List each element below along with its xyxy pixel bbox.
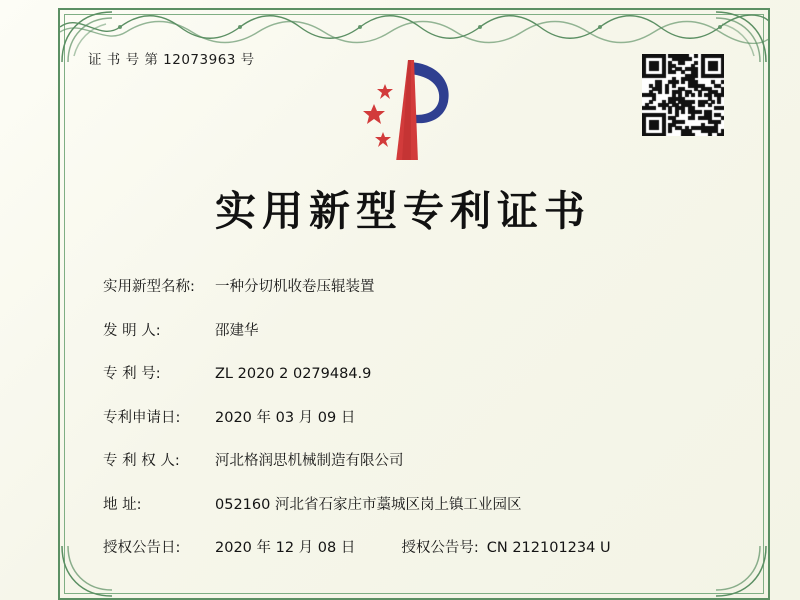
field-row xyxy=(103,275,710,296)
field-row xyxy=(103,406,710,427)
field-row xyxy=(103,362,710,383)
field-row xyxy=(103,449,710,470)
field-label-inventor: 发 明 人: xyxy=(103,322,161,339)
field-value-application-date: 2020 年 03 月 09 日 xyxy=(215,409,356,426)
field-label-address: 地 址: xyxy=(103,496,142,513)
field-value-patent-number: ZL 2020 2 0279484.9 xyxy=(215,366,372,382)
field-label-application-date: 专利申请日: xyxy=(103,409,181,426)
field-row xyxy=(103,319,710,340)
field-value-patentee: 河北格润思机械制造有限公司 xyxy=(215,453,404,469)
field-label-announcement-date: 授权公告日: xyxy=(103,540,181,556)
field-label-patentee: 专 利 权 人: xyxy=(103,453,180,469)
field-label-announcement-number: 授权公告号: xyxy=(401,540,479,556)
field-label-utility-model-name: 实用新型名称: xyxy=(103,279,195,295)
corner-ornament-bottom-right xyxy=(714,544,768,598)
field-value-address: 052160 河北省石家庄市藁城区岗上镇工业园区 xyxy=(215,496,522,513)
ornament-top-band xyxy=(60,10,768,44)
certificate-fields xyxy=(103,275,710,580)
field-value-announcement-date: 2020 年 12 月 08 日 xyxy=(215,540,356,556)
field-value-announcement-number: CN 212101234 U xyxy=(486,540,611,556)
field-value-inventor: 邵建华 xyxy=(215,322,259,339)
field-label-patent-number: 专 利 号: xyxy=(103,366,161,382)
qr-code xyxy=(642,54,724,136)
page-title: 实用新型专利证书 xyxy=(215,187,591,235)
field-row xyxy=(103,493,710,514)
field-row-announcement xyxy=(103,536,710,557)
field-value-utility-model-name: 一种分切机收卷压辊装置 xyxy=(215,279,375,295)
certificate-number: 证 书 号 第 12073963 号 xyxy=(88,52,255,68)
sipo-logo-icon xyxy=(352,50,462,160)
